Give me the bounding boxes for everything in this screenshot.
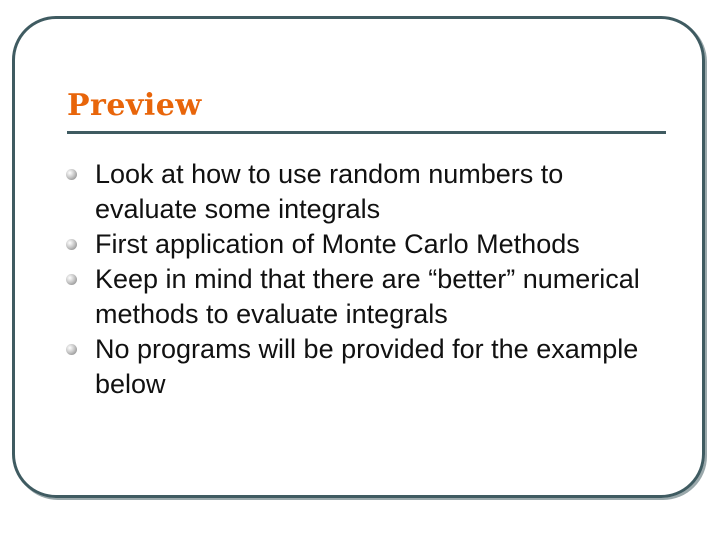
bullet-text: No programs will be provided for the example below bbox=[95, 334, 639, 399]
bullet-text: Look at how to use random numbers to evaluate some integrals bbox=[95, 159, 564, 224]
bullet-text: First application of Monte Carlo Methods bbox=[95, 229, 580, 259]
bullet-item bbox=[66, 227, 666, 262]
bullet-item bbox=[66, 157, 666, 227]
slide-title: Preview bbox=[67, 88, 202, 123]
title-underline bbox=[67, 131, 666, 134]
bullet-item bbox=[66, 262, 666, 332]
bullet-text: Keep in mind that there are “better” numerical methods to evaluate integrals bbox=[95, 264, 640, 329]
bullet-dot-icon bbox=[66, 274, 77, 285]
bullet-list bbox=[66, 157, 666, 402]
bullet-item bbox=[66, 332, 666, 402]
bullet-dot-icon bbox=[66, 169, 77, 180]
bullet-dot-icon bbox=[66, 344, 77, 355]
bullet-dot-icon bbox=[66, 239, 77, 250]
